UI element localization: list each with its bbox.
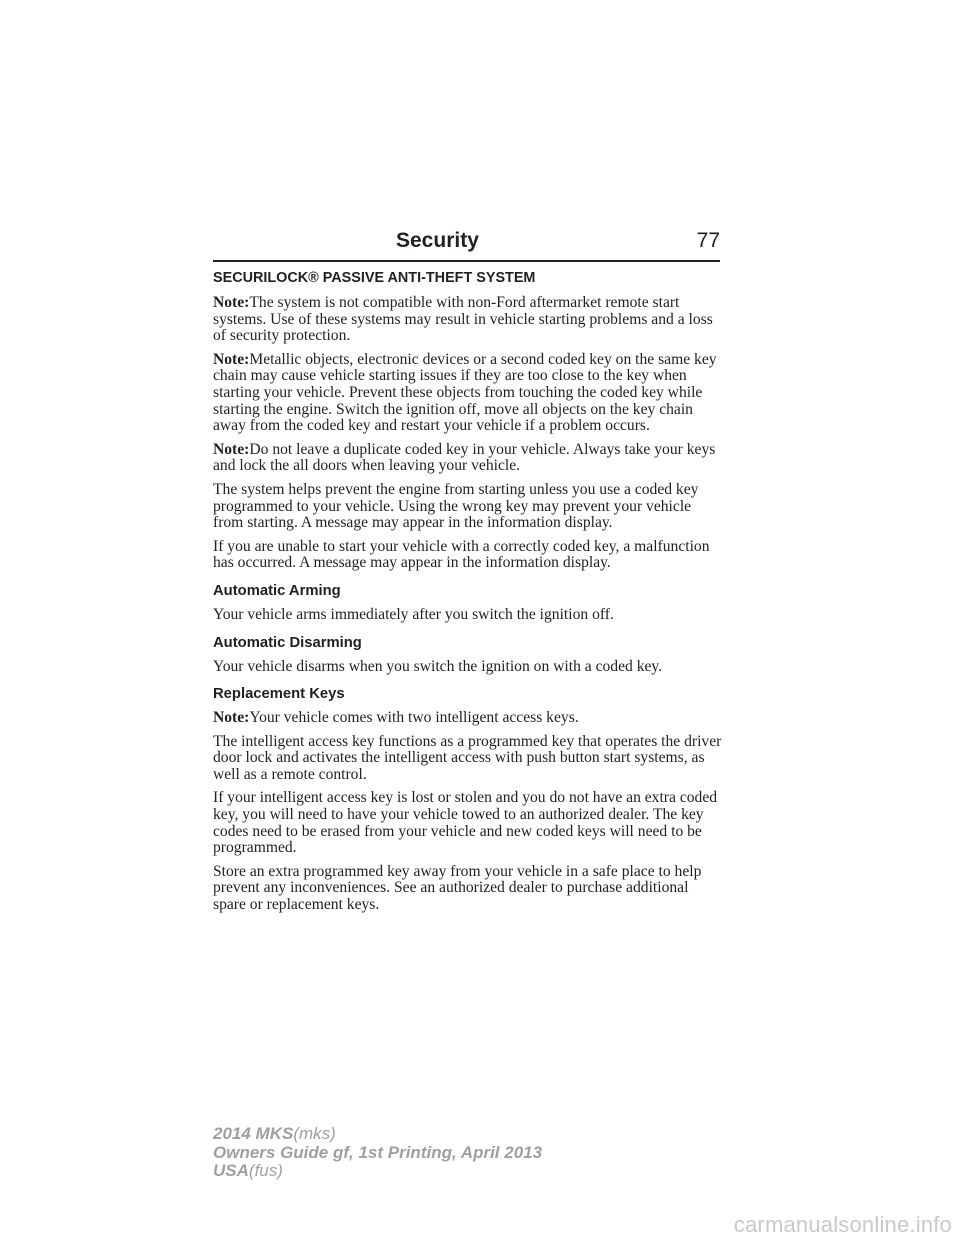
body-paragraph: The intelligent access key functions as a programmed key that operates the driver door lock and activates the intelligent access with push button start systems, as well as a remote control. xyxy=(213,732,722,783)
footer-model: 2014 MKS xyxy=(213,1124,294,1143)
note-label: Note: xyxy=(213,440,250,458)
section-title: Security xyxy=(396,229,479,252)
replacement-keys-heading: Replacement Keys xyxy=(213,686,345,703)
footer-market-code: (fus) xyxy=(248,1161,283,1180)
footer-model-code: (mks) xyxy=(293,1124,336,1143)
note-text: Metallic objects, electronic devices or a second coded key on the same key chain may cause vehicle starting issues if they are too close to the key when starting your vehicle. Prevent these objects from touching the coded key while starting the engine. Switch the ignition off, move all objects on the key chain away from the coded key and restart your vehicle if a problem occurs. xyxy=(213,350,717,435)
footer-line-model xyxy=(213,1125,542,1144)
body-paragraph: Store an extra programmed key away from your vehicle in a safe place to help prevent any inconveniences. See an authorized dealer to purchase additional spare or replacement keys. xyxy=(213,862,702,914)
automatic-disarming-text: Your vehicle disarms when you switch the ignition on with a coded key. xyxy=(213,657,663,675)
footer-line-market xyxy=(213,1162,542,1181)
print-footer xyxy=(213,1125,542,1181)
watermark: carmanualsonline.info xyxy=(733,1212,952,1237)
note-text: Do not leave a duplicate coded key in your vehicle. Always take your keys and lock the all doors when leaving your vehicle. xyxy=(213,440,716,475)
page-number: 77 xyxy=(696,229,720,252)
footer-market: USA xyxy=(213,1161,249,1180)
note-label: Note: xyxy=(213,709,250,727)
note-paragraph xyxy=(213,295,723,345)
page-header xyxy=(213,229,720,263)
body-paragraph: The system helps prevent the engine from starting unless you use a coded key programmed to your vehicle. Using the wrong key may prevent your vehicle from starting. A message may appear in the information display. xyxy=(213,480,699,532)
page-content xyxy=(213,270,723,921)
note-paragraph xyxy=(213,710,723,727)
note-text: Your vehicle comes with two intelligent access keys. xyxy=(249,709,579,727)
header-rule xyxy=(213,260,720,262)
note-paragraph xyxy=(213,352,723,435)
body-paragraph: If your intelligent access key is lost or stolen and you do not have an extra coded key, you will need to have your vehicle towed to an authorized dealer. The key codes need to be erased from your vehicle and new coded keys will need to be programmed. xyxy=(213,789,718,857)
note-label: Note: xyxy=(213,350,250,368)
note-paragraph xyxy=(213,442,723,475)
automatic-arming-text: Your vehicle arms immediately after you switch the ignition off. xyxy=(213,605,614,623)
automatic-disarming-heading: Automatic Disarming xyxy=(213,634,362,651)
automatic-arming-heading: Automatic Arming xyxy=(213,582,341,599)
note-label: Note: xyxy=(213,294,250,311)
body-paragraph: If you are unable to start your vehicle with a correctly coded key, a malfunction has occurred. A message may appear in the information display. xyxy=(213,537,710,572)
footer-printing: Owners Guide gf, 1st Printing, April 2013 xyxy=(213,1142,543,1162)
main-heading: SECURILOCK® PASSIVE ANTI-THEFT SYSTEM xyxy=(213,270,536,286)
note-text: The system is not compatible with non-Ford aftermarket remote start systems. Use of these systems may result in vehicle starting problems and a loss of security protection. xyxy=(213,294,713,345)
